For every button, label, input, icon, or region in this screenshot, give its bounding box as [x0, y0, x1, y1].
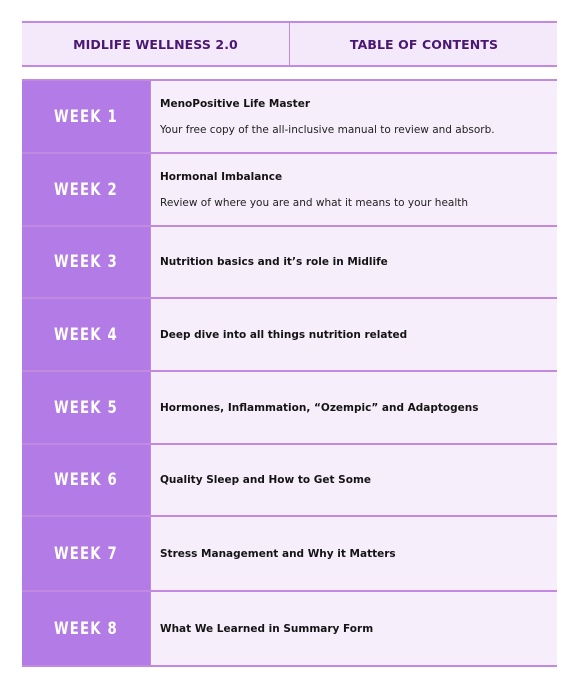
topic-title: Nutrition basics and it’s role in Midlife — [160, 256, 388, 268]
topic-cell — [150, 299, 557, 370]
week-label: WEEK 5 — [54, 397, 118, 418]
week-label: WEEK 8 — [54, 618, 118, 639]
toc-title: TABLE OF CONTENTS — [349, 36, 499, 52]
topic-title: MenoPositive Life Master — [160, 97, 310, 110]
week-label-cell — [22, 592, 150, 665]
topic-title: Hormonal Imbalance — [160, 170, 283, 183]
week-label: WEEK 4 — [54, 324, 118, 345]
topic-title: What We Learned in Summary Form — [160, 622, 374, 635]
week-row-5 — [22, 372, 557, 445]
week-row-6 — [22, 445, 557, 517]
week-row-2 — [22, 154, 557, 227]
topic-description: Review of where you are and what it means to your health — [160, 196, 469, 209]
topic-cell — [150, 227, 557, 297]
topic-description: Your free copy of the all-inclusive manual to review and absorb. — [160, 123, 495, 136]
topic-title: Deep dive into all things nutrition related — [160, 328, 408, 341]
week-label-cell — [22, 372, 150, 443]
week-label: WEEK 1 — [54, 106, 118, 127]
topic-cell — [150, 154, 557, 225]
week-row-1 — [22, 81, 557, 154]
topic-title: Hormones, Inflammation, “Ozempic” and Adaptogens — [160, 401, 479, 414]
week-row-8 — [22, 592, 557, 667]
week-label-cell — [22, 299, 150, 370]
week-label-cell — [22, 81, 150, 152]
table-header — [22, 21, 557, 67]
topic-cell — [150, 592, 557, 665]
week-row-3 — [22, 227, 557, 299]
topic-cell — [150, 81, 557, 152]
topic-title: Quality Sleep and How to Get Some — [160, 474, 372, 486]
topic-cell — [150, 445, 557, 515]
week-label: WEEK 2 — [54, 179, 118, 200]
week-label: WEEK 6 — [54, 470, 118, 490]
week-label-cell — [22, 154, 150, 225]
week-label-cell — [22, 445, 150, 515]
topic-cell — [150, 517, 557, 590]
week-label-cell — [22, 227, 150, 297]
week-row-4 — [22, 299, 557, 372]
topic-cell — [150, 372, 557, 443]
week-label-cell — [22, 517, 150, 590]
week-label: WEEK 3 — [54, 252, 118, 272]
topic-title: Stress Management and Why it Matters — [160, 547, 396, 560]
program-title: MIDLIFE WELLNESS 2.0 — [22, 23, 290, 65]
week-label: WEEK 7 — [54, 543, 118, 564]
contents-table — [22, 79, 557, 667]
week-row-7 — [22, 517, 557, 592]
